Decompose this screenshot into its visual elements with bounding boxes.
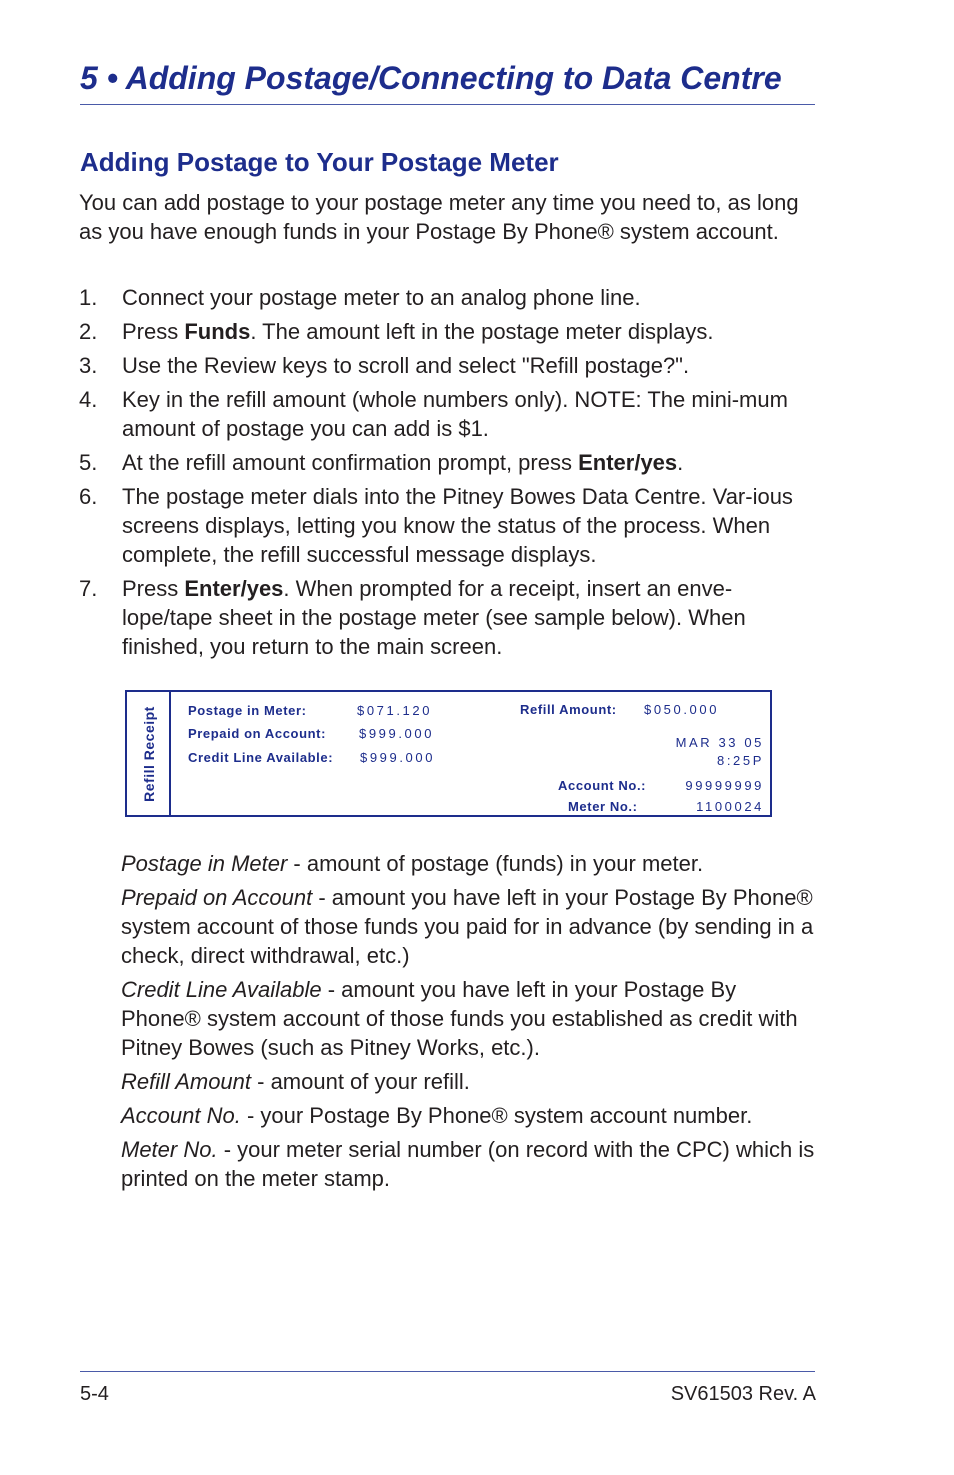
- step-text: Press: [122, 319, 185, 344]
- page-number: 5-4: [80, 1383, 109, 1405]
- step-item: [79, 317, 819, 346]
- definition-item: [121, 849, 821, 878]
- definition-text: - amount of postage (funds) in your meter.: [287, 851, 704, 876]
- refill-receipt-sample: [125, 690, 772, 817]
- refill-amount-label: Refill Amount:: [520, 702, 617, 717]
- definition-term: Prepaid on Account: [121, 885, 313, 910]
- step-text: Key in the refill amount (whole numbers only). NOTE: The mini-mum amount of postage you can add is $1.: [122, 387, 788, 441]
- step-item: [79, 351, 819, 380]
- prepaid-on-account-value: $999.000: [359, 726, 435, 741]
- definition-item: [121, 975, 821, 1062]
- steps-list: [79, 283, 819, 666]
- receipt-date: MAR 33 05: [675, 735, 764, 750]
- credit-line-value: $999.000: [360, 750, 436, 765]
- definition-term: Meter No.: [121, 1137, 218, 1162]
- definition-text: - your meter serial number (on record with the CPC) which is printed on the meter stamp.: [121, 1137, 815, 1191]
- footer-rule: [80, 1371, 815, 1372]
- key-name: Enter/yes: [184, 576, 284, 601]
- definition-term: Postage in Meter: [121, 851, 288, 876]
- definition-term: Account No.: [121, 1103, 241, 1128]
- account-number-value: 99999999: [685, 778, 764, 793]
- step-item: [79, 482, 819, 569]
- definition-term: Refill Amount: [121, 1069, 252, 1094]
- step-text: At the refill amount confirmation prompt, press: [122, 450, 579, 475]
- step-number: 3.: [79, 353, 98, 378]
- step-item: [79, 448, 819, 477]
- meter-number-value: 1100024: [696, 799, 764, 814]
- step-text: The postage meter dials into the Pitney Bowes Data Centre. Var-ious screens displays, letting you know the status of the process. When complete, the refill successful message displays.: [122, 484, 793, 567]
- step-number: 5.: [79, 450, 98, 475]
- account-number-label: Account No.:: [558, 778, 647, 793]
- step-text: .: [677, 450, 684, 475]
- step-text: . The amount left in the postage meter displays.: [250, 319, 714, 344]
- credit-line-label: Credit Line Available:: [188, 750, 334, 765]
- intro-paragraph: You can add postage to your postage meter any time you need to, as long as you have enough funds in your Postage By Phone® system account.: [79, 190, 799, 244]
- definition-item: [121, 1067, 821, 1096]
- key-name: Funds: [184, 319, 251, 344]
- header-rule: [80, 104, 815, 105]
- postage-in-meter-value: $071.120: [357, 703, 433, 718]
- receipt-time: 8:25P: [717, 753, 764, 768]
- step-number: 2.: [79, 319, 98, 344]
- prepaid-on-account-label: Prepaid on Account:: [188, 726, 327, 741]
- step-number: 6.: [79, 484, 98, 509]
- definition-text: - amount of your refill.: [251, 1069, 470, 1094]
- meter-number-label: Meter No.:: [568, 799, 638, 814]
- step-text: Connect your postage meter to an analog phone line.: [122, 285, 641, 310]
- chapter-title: 5 • Adding Postage/Connecting to Data Centre: [80, 60, 782, 96]
- definition-item: [121, 1135, 821, 1193]
- step-text: . When prompted for a receipt, insert an enve-lope/tape sheet in the postage meter (see sample below). When finished, you return to the main screen.: [122, 576, 746, 659]
- refill-amount-value: $050.000: [644, 702, 720, 717]
- receipt-side-panel: [127, 692, 171, 815]
- definition-term: Credit Line Available: [121, 977, 322, 1002]
- definition-text: - amount you have left in your Postage By Phone® system account of those funds you established as credit with Pitney Bowes (such as Pitney Works, etc.).: [121, 977, 798, 1060]
- receipt-side-label: Refill Receipt: [141, 706, 157, 802]
- postage-in-meter-label: Postage in Meter:: [188, 703, 307, 718]
- step-item: [79, 283, 819, 312]
- key-name: Enter/yes: [578, 450, 678, 475]
- section-heading: Adding Postage to Your Postage Meter: [80, 147, 559, 177]
- step-text: Press: [122, 576, 185, 601]
- definition-text: - amount you have left in your Postage By Phone® system account of those funds you paid for in advance (by sending in a check, direct withdrawal, etc.): [121, 885, 814, 968]
- step-number: 1.: [79, 285, 98, 310]
- step-item: [79, 574, 819, 661]
- document-id: SV61503 Rev. A: [670, 1383, 816, 1405]
- step-text: Use the Review keys to scroll and select "Refill postage?".: [122, 353, 690, 378]
- step-number: 4.: [79, 387, 98, 412]
- step-number: 7.: [79, 576, 98, 601]
- definition-text: - your Postage By Phone® system account number.: [240, 1103, 753, 1128]
- definition-item: [121, 883, 821, 970]
- receipt-definitions: [121, 849, 821, 1198]
- definition-item: [121, 1101, 821, 1130]
- step-item: [79, 385, 819, 443]
